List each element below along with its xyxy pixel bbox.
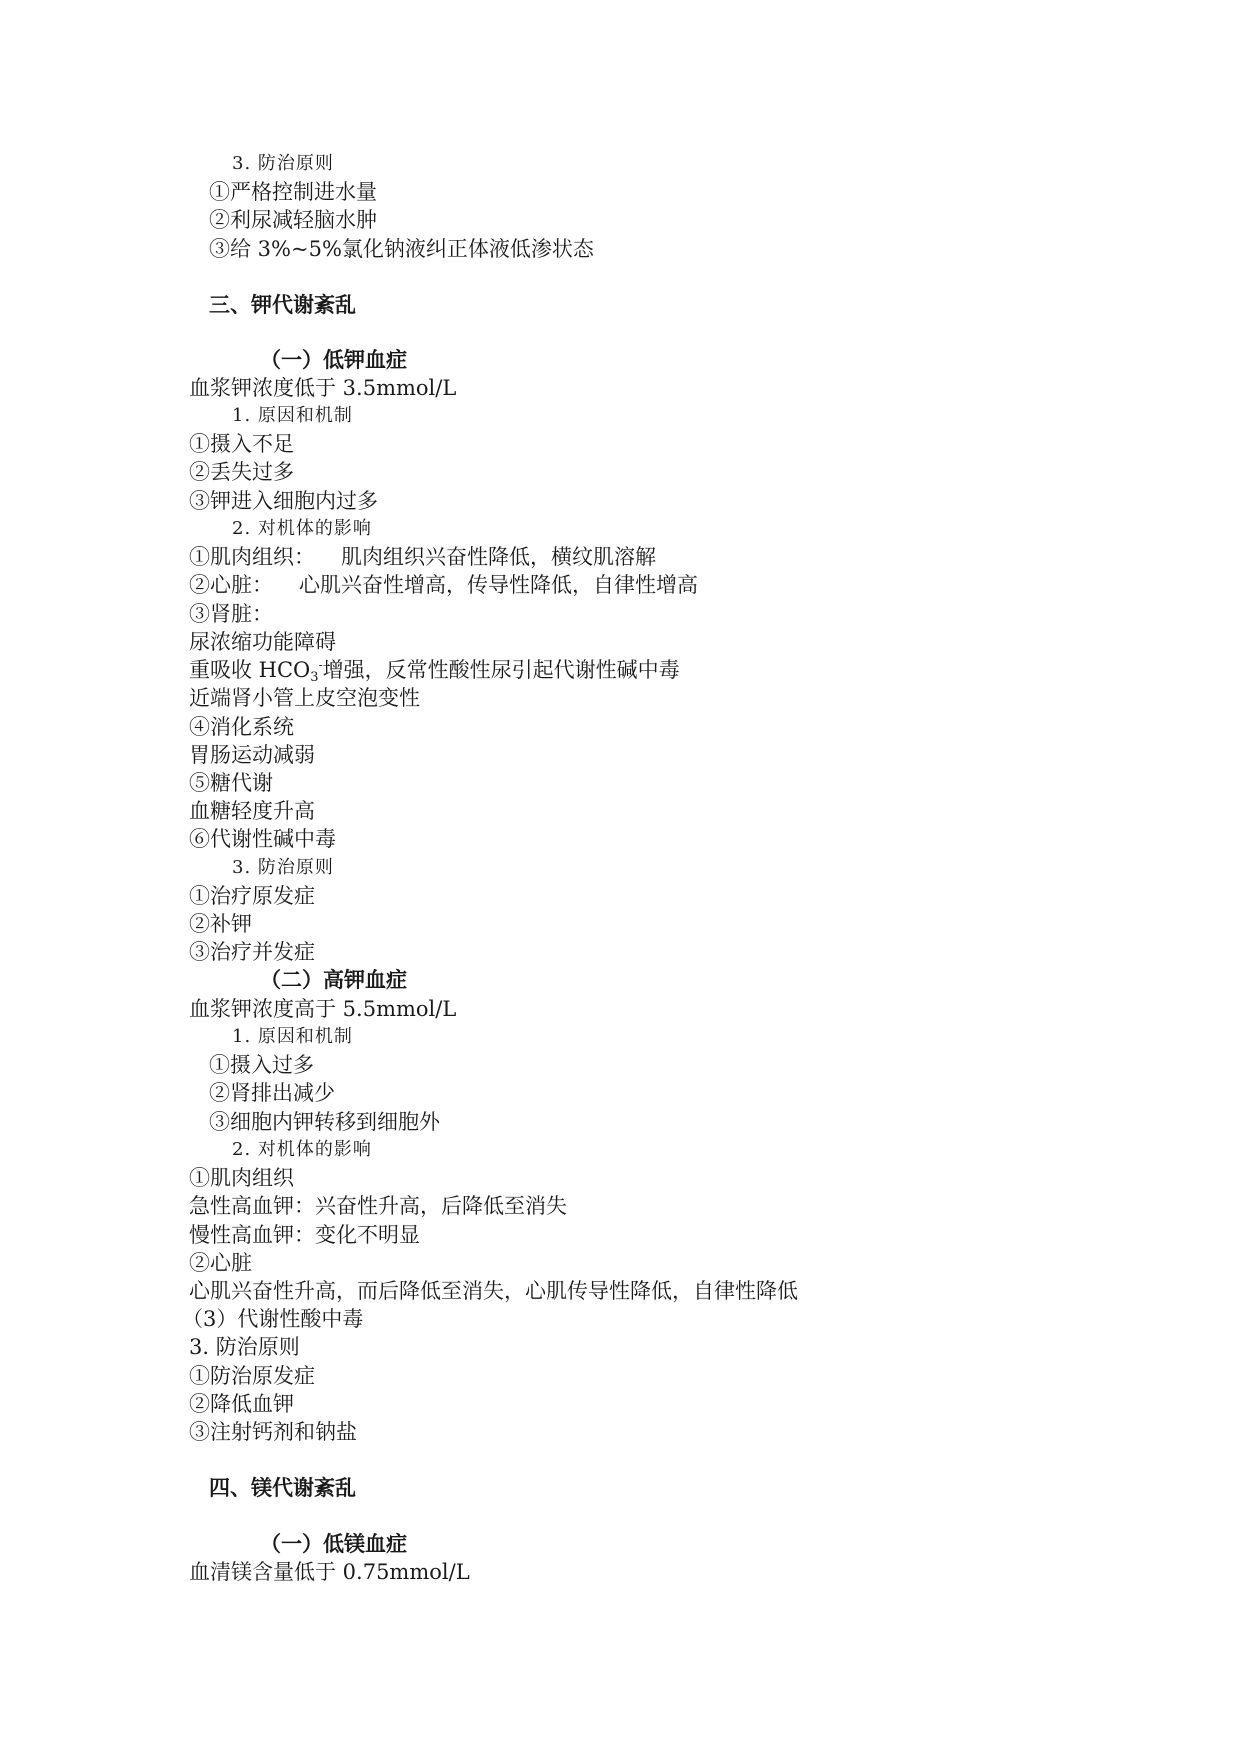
list-item: ③注射钙剂和钠盐 (189, 1420, 357, 1444)
list-item: ③肾脏： (189, 602, 273, 626)
list-item: ②补钾 (189, 912, 252, 936)
section-heading-potassium: 三、钾代谢紊乱 (209, 292, 356, 317)
body-text: 慢性高血钾：变化不明显 (189, 1223, 420, 1247)
list-item: ⑤糖代谢 (189, 771, 273, 795)
body-text (189, 656, 680, 684)
list-item: ①严格控制进水量 (209, 180, 377, 204)
list-item-text: 肌肉组织兴奋性降低，横纹肌溶解 (341, 545, 656, 569)
list-item: ③给 3%~5%氯化钠液纠正体液低渗状态 (209, 237, 594, 261)
list-item: ③钾进入细胞内过多 (189, 489, 378, 513)
list-item: ①治疗原发症 (189, 884, 315, 908)
subheading-effects: 2. 对机体的影响 (232, 1139, 372, 1160)
definition-text: 血浆钾浓度低于 3.5mmol/L (189, 376, 457, 400)
list-item: ①肌肉组织 (189, 1166, 294, 1190)
list-item-text: 心肌兴奋性增高，传导性降低，自律性增高 (299, 573, 698, 597)
subsection-heading-hypomagnesemia: （一）低镁血症 (260, 1531, 407, 1556)
definition-text: 血清镁含量低于 0.75mmol/L (189, 1560, 470, 1584)
subheading-prevention: 3. 防治原则 (232, 153, 334, 174)
list-item (189, 571, 698, 599)
subheading-causes: 1. 原因和机制 (232, 405, 353, 426)
list-item: ①摄入不足 (189, 432, 294, 456)
subheading-causes: 1. 原因和机制 (232, 1026, 353, 1047)
list-item: ③细胞内钾转移到细胞外 (209, 1110, 440, 1134)
list-item-label: ①肌肉组织： (189, 545, 315, 569)
body-text: 心肌兴奋性升高，而后降低至消失，心肌传导性降低，自律性降低 (189, 1279, 798, 1303)
subscript: 3 (310, 670, 319, 685)
list-item: ①摄入过多 (209, 1053, 314, 1077)
list-item: ②利尿减轻脑水肿 (209, 208, 377, 232)
text-part: 增强，反常性酸性尿引起代谢性碱中毒 (322, 658, 680, 682)
subsection-heading-hypokalemia: （一）低钾血症 (260, 347, 407, 372)
list-item: （3）代谢性酸中毒 (182, 1307, 364, 1331)
body-text: 胃肠运动减弱 (189, 743, 315, 767)
definition-text: 血浆钾浓度高于 5.5mmol/L (189, 997, 457, 1021)
text-part: 重吸收 HCO (189, 658, 311, 682)
list-item: ②肾排出减少 (209, 1081, 335, 1105)
body-text: 急性高血钾：兴奋性升高，后降低至消失 (189, 1194, 567, 1218)
list-item: ①防治原发症 (189, 1364, 315, 1388)
superscript: - (318, 658, 323, 672)
list-item-label: ②心脏： (189, 573, 273, 597)
body-text: 近端肾小管上皮空泡变性 (189, 686, 420, 710)
body-text: 尿浓缩功能障碍 (189, 630, 336, 654)
list-item: ②降低血钾 (189, 1392, 294, 1416)
subsection-heading-hyperkalemia: （二）高钾血症 (260, 967, 407, 992)
list-item: ③治疗并发症 (189, 940, 315, 964)
list-item: ④消化系统 (189, 715, 294, 739)
subheading-prevention: 3. 防治原则 (232, 857, 334, 878)
subheading-prevention: 3. 防治原则 (189, 1335, 300, 1359)
body-text: 血糖轻度升高 (189, 799, 315, 823)
list-item (189, 543, 656, 571)
list-item: ②心脏 (189, 1251, 252, 1275)
section-heading-magnesium: 四、镁代谢紊乱 (209, 1475, 356, 1500)
list-item: ⑥代谢性碱中毒 (189, 827, 336, 851)
list-item: ②丢失过多 (189, 460, 294, 484)
subheading-effects: 2. 对机体的影响 (232, 518, 372, 539)
